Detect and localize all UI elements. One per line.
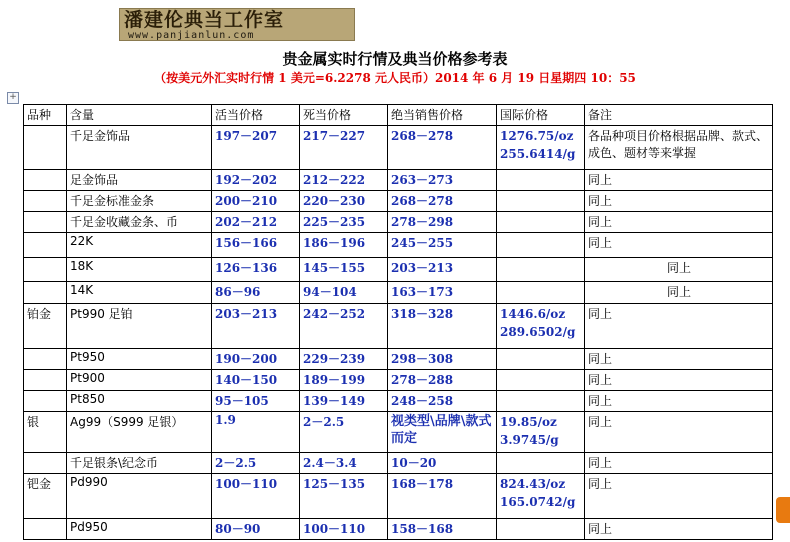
- name-cell: 18K: [67, 258, 212, 282]
- sale-price-cell: 视类型\品牌\款式而定: [388, 412, 497, 453]
- intl-price-cell: [497, 412, 585, 453]
- intl-price-line: 1276.75/oz: [500, 129, 574, 143]
- sale-price-cell: 268－278: [388, 126, 497, 170]
- sale-price-cell: 278－288: [388, 370, 497, 391]
- header-row: [24, 105, 773, 126]
- dead-price-cell: 242－252: [300, 304, 388, 349]
- live-price-cell: 202－212: [212, 212, 300, 233]
- name-cell: Pt990 足铂: [67, 304, 212, 349]
- intl-price-cell: [497, 349, 585, 370]
- sale-price-cell: 203－213: [388, 258, 497, 282]
- name-cell: 22K: [67, 233, 212, 258]
- name-cell: 千足金标准金条: [67, 191, 212, 212]
- intl-price-line: 165.0742/g: [500, 495, 576, 509]
- sale-price-cell: 168－178: [388, 474, 497, 519]
- price-table: [23, 104, 773, 540]
- note-cell: 同上: [585, 474, 773, 519]
- intl-price-cell: [497, 453, 585, 474]
- sale-price-cell: 298－308: [388, 349, 497, 370]
- intl-price-line: 255.6414/g: [500, 147, 576, 161]
- intl-price-cell: [497, 191, 585, 212]
- category-cell: 银: [24, 412, 67, 453]
- sale-price-cell: 318－328: [388, 304, 497, 349]
- name-cell: Ag99（S999 足银）: [67, 412, 212, 453]
- intl-price-cell: [497, 474, 585, 519]
- name-cell: 千足金饰品: [67, 126, 212, 170]
- note-cell: 各品种项目价格根据品牌、款式、成色、题材等来掌握: [585, 126, 773, 170]
- intl-price-cell: [497, 126, 585, 170]
- table-row: [24, 233, 773, 258]
- header-cell: 品种: [24, 105, 67, 126]
- intl-price-cell: [497, 370, 585, 391]
- live-price-cell: 156－166: [212, 233, 300, 258]
- dead-price-cell: 217－227: [300, 126, 388, 170]
- note-cell: 同上: [585, 453, 773, 474]
- note-cell: 同上: [585, 519, 773, 540]
- note-cell: 同上: [585, 191, 773, 212]
- intl-price-cell: [497, 258, 585, 282]
- live-price-cell: 126－136: [212, 258, 300, 282]
- note-cell: 同上: [585, 370, 773, 391]
- dead-price-cell: 2.4－3.4: [300, 453, 388, 474]
- intl-price-line: 19.85/oz: [500, 415, 557, 429]
- header-cell: 国际价格: [497, 105, 585, 126]
- category-cell: [24, 349, 67, 370]
- dead-price-cell: 139－149: [300, 391, 388, 412]
- live-price-cell: 200－210: [212, 191, 300, 212]
- intl-price-cell: [497, 170, 585, 191]
- intl-price-line: 289.6502/g: [500, 325, 576, 339]
- dead-price-cell: 125－135: [300, 474, 388, 519]
- name-cell: 足金饰品: [67, 170, 212, 191]
- category-cell: 钯金: [24, 474, 67, 519]
- category-cell: 铂金: [24, 304, 67, 349]
- note-cell: 同上: [585, 258, 773, 282]
- table-row: [24, 170, 773, 191]
- intl-price-cell: [497, 519, 585, 540]
- category-cell: [24, 282, 67, 304]
- table-row: [24, 519, 773, 540]
- name-cell: 千足金收藏金条、币: [67, 212, 212, 233]
- header-cell: 绝当销售价格: [388, 105, 497, 126]
- header-cell: 含量: [67, 105, 212, 126]
- intl-price-cell: [497, 282, 585, 304]
- name-cell: Pt900: [67, 370, 212, 391]
- intl-price-line: 3.9745/g: [500, 433, 559, 447]
- header-cell: 死当价格: [300, 105, 388, 126]
- live-price-cell: 80－90: [212, 519, 300, 540]
- intl-price-cell: [497, 391, 585, 412]
- intl-price-cell: [497, 212, 585, 233]
- live-price-cell: 86－96: [212, 282, 300, 304]
- dead-price-cell: 94－104: [300, 282, 388, 304]
- table-row: [24, 212, 773, 233]
- note-cell: 同上: [585, 391, 773, 412]
- sale-price-cell: 278－298: [388, 212, 497, 233]
- category-cell: [24, 370, 67, 391]
- category-cell: [24, 233, 67, 258]
- dead-price-cell: 220－230: [300, 191, 388, 212]
- side-tab-icon[interactable]: [776, 497, 790, 523]
- live-price-cell: 203－213: [212, 304, 300, 349]
- sale-price-cell: 163－173: [388, 282, 497, 304]
- note-cell: 同上: [585, 349, 773, 370]
- logo-name: 潘建伦典当工作室: [124, 9, 285, 31]
- dead-price-cell: 2－2.5: [300, 412, 388, 453]
- note-cell: 同上: [585, 233, 773, 258]
- table-row: [24, 282, 773, 304]
- sale-price-cell: 158－168: [388, 519, 497, 540]
- dead-price-cell: 229－239: [300, 349, 388, 370]
- header-cell: 备注: [585, 105, 773, 126]
- note-cell: 同上: [585, 412, 773, 453]
- table-row: [24, 412, 773, 453]
- live-price-cell: 2－2.5: [212, 453, 300, 474]
- name-cell: Pd950: [67, 519, 212, 540]
- category-cell: [24, 391, 67, 412]
- note-cell: 同上: [585, 282, 773, 304]
- page-title: 贵金属实时行情及典当价格参考表: [282, 50, 508, 68]
- table-row: [24, 126, 773, 170]
- category-cell: [24, 191, 67, 212]
- table-row: [24, 391, 773, 412]
- header-cell: 活当价格: [212, 105, 300, 126]
- sale-price-cell: 10－20: [388, 453, 497, 474]
- logo: [119, 8, 355, 41]
- note-cell: 同上: [585, 170, 773, 191]
- dead-price-cell: 225－235: [300, 212, 388, 233]
- name-cell: Pt850: [67, 391, 212, 412]
- sale-price-cell: 268－278: [388, 191, 497, 212]
- live-price-cell: 100－110: [212, 474, 300, 519]
- category-cell: [24, 519, 67, 540]
- dead-price-cell: 186－196: [300, 233, 388, 258]
- table-row: [24, 304, 773, 349]
- live-price-cell: 140－150: [212, 370, 300, 391]
- category-cell: [24, 258, 67, 282]
- intl-price-line: 824.43/oz: [500, 477, 566, 491]
- name-cell: 千足银条\纪念币: [67, 453, 212, 474]
- name-cell: Pd990: [67, 474, 212, 519]
- name-cell: Pt950: [67, 349, 212, 370]
- live-price-cell: 190－200: [212, 349, 300, 370]
- category-cell: [24, 212, 67, 233]
- logo-url: www.panjianlun.com: [128, 30, 255, 41]
- page-subtitle: （按美元外汇实时行情 1 美元=6.2278 元人民币）2014 年 6 月 19 日星期四 10：55: [154, 71, 636, 85]
- table-row: [24, 349, 773, 370]
- table-row: [24, 453, 773, 474]
- table-move-handle-icon[interactable]: +: [7, 92, 19, 104]
- live-price-cell: 1.9: [212, 412, 300, 453]
- dead-price-cell: 212－222: [300, 170, 388, 191]
- dead-price-cell: 189－199: [300, 370, 388, 391]
- table-row: [24, 370, 773, 391]
- sale-price-cell: 248－258: [388, 391, 497, 412]
- dead-price-cell: 145－155: [300, 258, 388, 282]
- category-cell: [24, 126, 67, 170]
- category-cell: [24, 453, 67, 474]
- table-row: [24, 191, 773, 212]
- sale-price-cell: 245－255: [388, 233, 497, 258]
- name-cell: 14K: [67, 282, 212, 304]
- sale-price-cell: 263－273: [388, 170, 497, 191]
- table-row: [24, 258, 773, 282]
- intl-price-cell: [497, 233, 585, 258]
- intl-price-line: 1446.6/oz: [500, 307, 566, 321]
- live-price-cell: 192－202: [212, 170, 300, 191]
- dead-price-cell: 100－110: [300, 519, 388, 540]
- live-price-cell: 197－207: [212, 126, 300, 170]
- category-cell: [24, 170, 67, 191]
- intl-price-cell: [497, 304, 585, 349]
- table-row: [24, 474, 773, 519]
- note-cell: 同上: [585, 212, 773, 233]
- live-price-cell: 95－105: [212, 391, 300, 412]
- note-cell: 同上: [585, 304, 773, 349]
